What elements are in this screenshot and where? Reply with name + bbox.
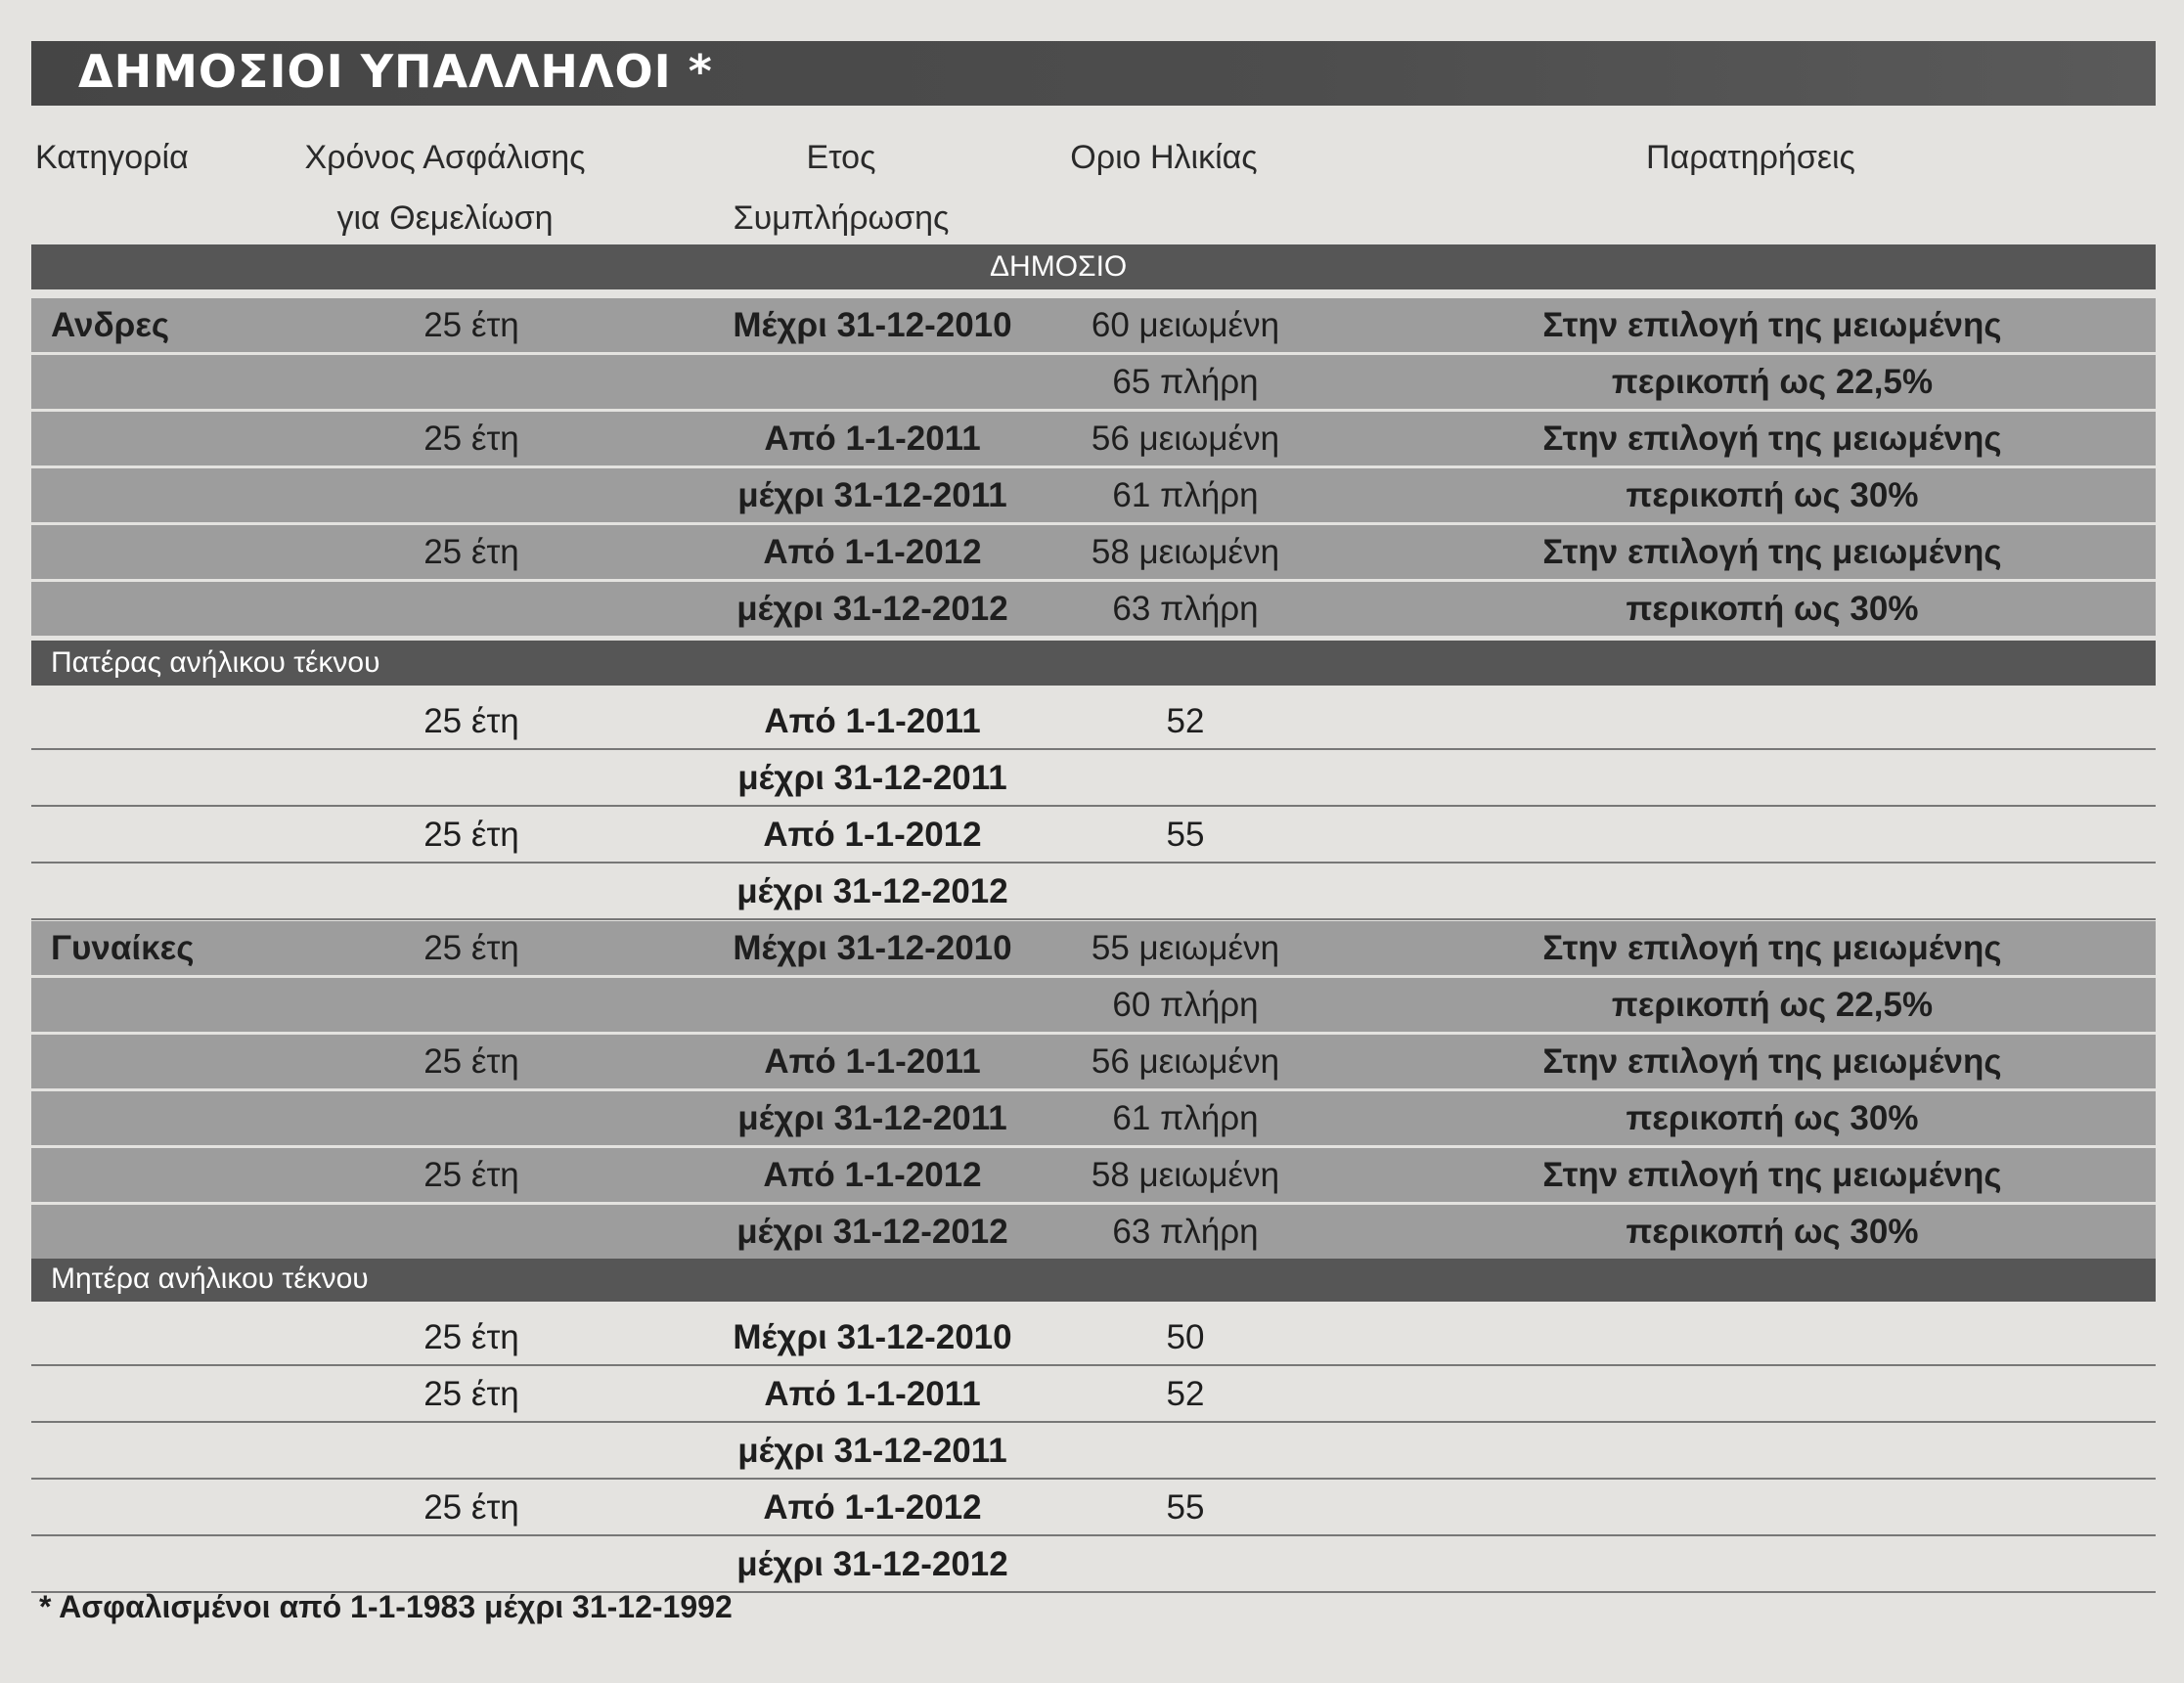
cell-age: 58 μειωμένη (1091, 1156, 1280, 1194)
cell-category (51, 808, 325, 862)
cell-period: μέχρι 31-12-2011 (737, 1432, 1007, 1470)
cell-years: 25 έτη (423, 1318, 519, 1356)
cell-years (315, 1205, 628, 1259)
cell-age: 50 (1166, 1318, 1205, 1356)
header-age: Οριο Ηλικίας (1070, 139, 1258, 176)
cell-category (51, 1205, 325, 1259)
cell-age: 60 μειωμένη (1091, 306, 1280, 344)
header-year-line1: Ετος (806, 139, 876, 176)
cell-period: μέχρι 31-12-2012 (736, 1213, 1008, 1251)
cell-period: μέχρι 31-12-2011 (737, 1099, 1007, 1137)
cell-age: 58 μειωμένη (1091, 533, 1280, 571)
cell-period: μέχρι 31-12-2011 (737, 759, 1007, 797)
cell-age: 55 μειωμένη (1091, 929, 1280, 967)
cell-category (51, 525, 325, 579)
cell-note: Στην επιλογή της μειωμένης (1542, 533, 2002, 571)
cell-category (51, 864, 325, 918)
table-row (31, 978, 2156, 1032)
cell-age: 61 πλήρη (1112, 1099, 1259, 1137)
cell-age: 56 μειωμένη (1091, 1042, 1280, 1081)
cell-period: Από 1-1-2012 (763, 1156, 982, 1194)
cell-age (1039, 1537, 1332, 1591)
section-band-father (31, 641, 2156, 686)
cell-period: μέχρι 31-12-2012 (736, 872, 1008, 910)
cell-age: 65 πλήρη (1112, 363, 1259, 401)
table-row (31, 864, 2156, 920)
section-band-label: Πατέρας ανήλικου τέκνου (51, 646, 380, 679)
cell-category (51, 978, 325, 1032)
table-row (31, 1424, 2156, 1480)
cell-period: Από 1-1-2011 (764, 1375, 981, 1413)
cell-years: 25 έτη (423, 420, 519, 458)
table-row (31, 468, 2156, 522)
cell-category (51, 468, 325, 522)
cell-period: Μέχρι 31-12-2010 (733, 306, 1012, 344)
cell-note: Στην επιλογή της μειωμένης (1542, 420, 2002, 458)
section-band-label: ΔΗΜΟΣΙΟ (990, 250, 1128, 283)
cell-category (51, 412, 325, 465)
cell-note (1430, 1424, 2115, 1478)
table-row (31, 1367, 2156, 1423)
cell-age: 60 πλήρη (1112, 986, 1259, 1024)
table-row (31, 1481, 2156, 1536)
header-years-line1: Χρόνος Ασφάλισης (304, 139, 586, 176)
cell-category (51, 1424, 325, 1478)
cell-note: περικοπή ως 30% (1626, 476, 1919, 514)
cell-category: Γυναίκες (51, 929, 195, 967)
header-year-line2: Συμπλήρωσης (733, 199, 950, 237)
cell-period: μέχρι 31-12-2012 (736, 1545, 1008, 1583)
cell-age: 61 πλήρη (1112, 476, 1259, 514)
header-category: Κατηγορία (35, 139, 189, 176)
table-row (31, 412, 2156, 465)
cell-category (51, 1035, 325, 1088)
cell-category (51, 1481, 325, 1534)
cell-period: μέχρι 31-12-2011 (737, 476, 1007, 514)
cell-age: 63 πλήρη (1112, 590, 1259, 628)
cell-note: περικοπή ως 30% (1626, 1213, 1919, 1251)
cell-period: Από 1-1-2011 (764, 702, 981, 740)
cell-age: 55 (1166, 1488, 1205, 1527)
cell-period: Μέχρι 31-12-2010 (733, 929, 1012, 967)
cell-years: 25 έτη (423, 1042, 519, 1081)
table-row (31, 355, 2156, 409)
cell-age (1039, 864, 1332, 918)
cell-note: Στην επιλογή της μειωμένης (1542, 929, 2002, 967)
section-band-label: Μητέρα ανήλικου τέκνου (51, 1262, 369, 1295)
cell-years: 25 έτη (423, 1156, 519, 1194)
cell-note (1430, 1367, 2115, 1421)
cell-age (1039, 751, 1332, 805)
cell-note (1430, 1481, 2115, 1534)
cell-years (315, 355, 628, 409)
cell-category (51, 1367, 325, 1421)
cell-category (51, 694, 325, 748)
table-row (31, 1537, 2156, 1593)
cell-years (315, 582, 628, 636)
cell-period (657, 978, 1088, 1032)
cell-note (1430, 864, 2115, 918)
cell-note (1430, 1310, 2115, 1364)
cell-years (315, 1424, 628, 1478)
cell-years (315, 1091, 628, 1145)
cell-age: 56 μειωμένη (1091, 420, 1280, 458)
table-row (31, 582, 2156, 636)
cell-note: περικοπή ως 30% (1626, 1099, 1919, 1137)
section-band-mother (31, 1257, 2156, 1302)
cell-period: Από 1-1-2012 (763, 1488, 982, 1527)
cell-period: Από 1-1-2012 (763, 533, 982, 571)
cell-category (51, 1091, 325, 1145)
cell-note (1430, 808, 2115, 862)
cell-period: Από 1-1-2011 (764, 1042, 981, 1081)
table-row (31, 1205, 2156, 1259)
cell-years: 25 έτη (423, 306, 519, 344)
cell-years (315, 1537, 628, 1591)
cell-category (51, 1148, 325, 1202)
title-bar (31, 41, 2156, 106)
cell-note (1430, 751, 2115, 805)
cell-age: 63 πλήρη (1112, 1213, 1259, 1251)
cell-years (315, 751, 628, 805)
table-row (31, 751, 2156, 807)
section-band-public (31, 244, 2156, 289)
cell-age: 52 (1166, 1375, 1205, 1413)
cell-age: 52 (1166, 702, 1205, 740)
cell-years: 25 έτη (423, 929, 519, 967)
cell-note: περικοπή ως 30% (1626, 590, 1919, 628)
cell-period: Μέχρι 31-12-2010 (733, 1318, 1012, 1356)
footnote: * Ασφαλισμένοι από 1-1-1983 μέχρι 31-12-1992 (39, 1589, 733, 1624)
cell-note (1430, 1537, 2115, 1591)
cell-category: Ανδρες (51, 306, 170, 344)
table-row (31, 808, 2156, 864)
cell-note: περικοπή ως 22,5% (1611, 363, 1934, 401)
cell-note: Στην επιλογή της μειωμένης (1542, 1042, 2002, 1081)
cell-period (657, 355, 1088, 409)
cell-years: 25 έτη (423, 702, 519, 740)
cell-note (1430, 694, 2115, 748)
cell-category (51, 355, 325, 409)
cell-years: 25 έτη (423, 1375, 519, 1413)
header-notes: Παρατηρήσεις (1646, 139, 1855, 176)
table-row (31, 1091, 2156, 1145)
header-years-line2: για Θεμελίωση (336, 199, 554, 237)
table-row (31, 525, 2156, 579)
table-row (31, 1310, 2156, 1366)
cell-period: Από 1-1-2012 (763, 816, 982, 854)
cell-years (315, 978, 628, 1032)
cell-age: 55 (1166, 816, 1205, 854)
cell-years: 25 έτη (423, 816, 519, 854)
cell-years (315, 468, 628, 522)
cell-years: 25 έτη (423, 1488, 519, 1527)
cell-note: Στην επιλογή της μειωμένης (1542, 306, 2002, 344)
cell-period: Από 1-1-2011 (764, 420, 981, 458)
cell-category (51, 1310, 325, 1364)
cell-years (315, 864, 628, 918)
cell-category (51, 751, 325, 805)
cell-category (51, 1537, 325, 1591)
cell-category (51, 582, 325, 636)
cell-age (1039, 1424, 1332, 1478)
table-row (31, 1148, 2156, 1202)
table-row (31, 298, 2156, 352)
table-row (31, 694, 2156, 750)
cell-note: περικοπή ως 22,5% (1611, 986, 1934, 1024)
cell-years: 25 έτη (423, 533, 519, 571)
page-title: ΔΗΜΟΣΙΟΙ ΥΠΑΛΛΗΛΟΙ * (78, 45, 713, 98)
table-row (31, 921, 2156, 975)
table-row (31, 1035, 2156, 1088)
cell-note: Στην επιλογή της μειωμένης (1542, 1156, 2002, 1194)
cell-period: μέχρι 31-12-2012 (736, 590, 1008, 628)
